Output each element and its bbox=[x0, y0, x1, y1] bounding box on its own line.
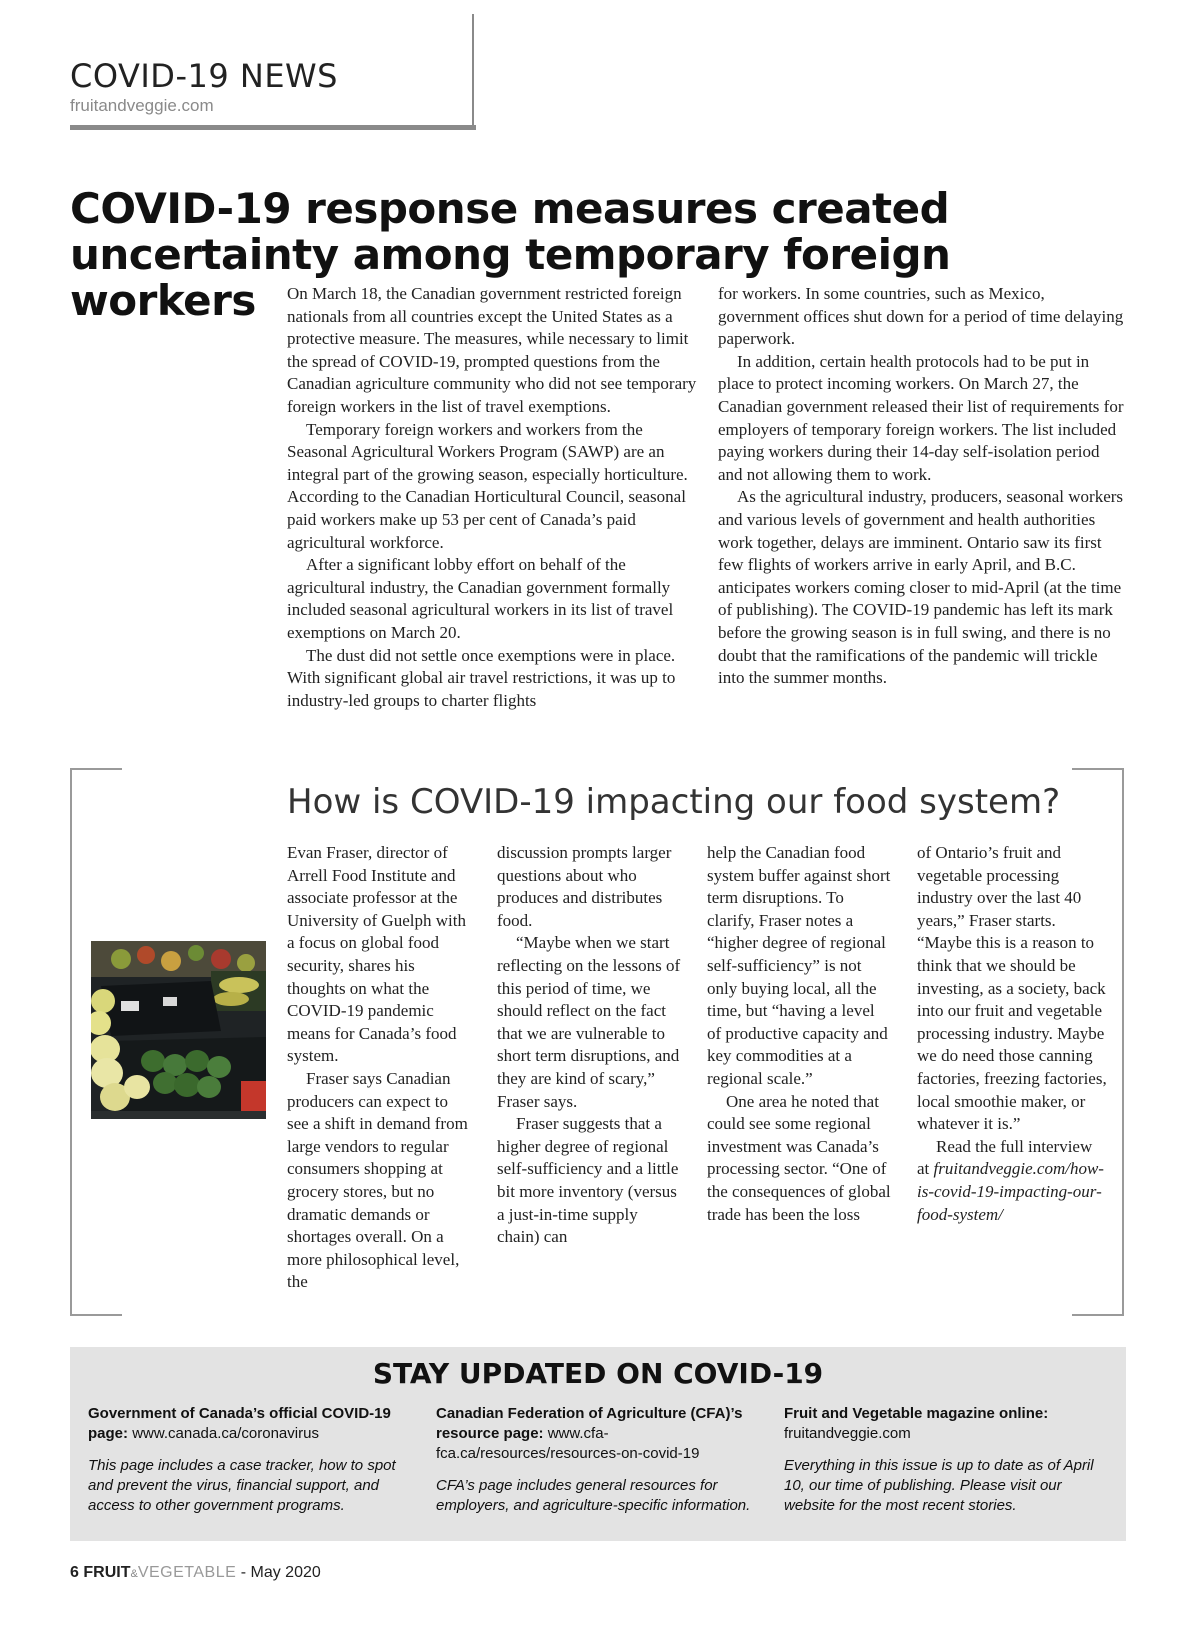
grocery-produce-photo bbox=[91, 941, 266, 1119]
frame-corner-bottom-left bbox=[70, 1314, 122, 1316]
page-footer bbox=[70, 1564, 321, 1582]
resource-url[interactable]: www.cfa-fca.ca/resources/resources-on-covid-19 bbox=[436, 1425, 700, 1462]
article-column-2 bbox=[718, 283, 1128, 690]
article-paragraph: After a significant lobby effort on behalf of the agricultural industry, the Canadian government formally included seasonal agricultural workers in its list of travel exemptions on March 20. bbox=[287, 555, 674, 642]
section-header bbox=[70, 57, 474, 130]
magazine-name-fruit: FRUIT bbox=[83, 1564, 131, 1581]
sidebar-paragraph: “Maybe when we start reflecting on the lessons of this period of time, we should reflect on the fact that we are vulnerable to short term disruptions, and they are kind of scary,” Fraser says. bbox=[497, 933, 681, 1111]
resource-label: Government of Canada’s official COVID-19 page: bbox=[88, 1405, 391, 1442]
frame-edge-right bbox=[1122, 768, 1124, 1316]
resource-cfa bbox=[436, 1404, 754, 1516]
sidebar-paragraph: Evan Fraser, director of Arrell Food Institute and associate professor at the University of Guelph with a focus on global food security, shares his thoughts on what the COVID-19 pandemic means for Canada’s food system. bbox=[287, 843, 466, 1066]
resource-label: Fruit and Vegetable magazine online: bbox=[784, 1405, 1049, 1422]
page-number: 6 bbox=[70, 1564, 79, 1581]
sidebar-column-3 bbox=[707, 842, 892, 1226]
frame-edge-left bbox=[70, 768, 72, 1316]
article-paragraph: In addition, certain health protocols had to be put in place to protect incoming workers. On March 27, the Canadian government released their list of requirements for employers of temporary foreign workers. The list included paying workers during their 14-day self-isolation period and not allowing them to work. bbox=[718, 351, 1124, 484]
article-paragraph: The dust did not settle once exemptions were in place. With significant global air travel restrictions, it was up to industry-led groups to charter flights bbox=[287, 645, 676, 710]
stay-updated-title: STAY UPDATED ON COVID-19 bbox=[372, 1357, 824, 1390]
sidebar-paragraph: Fraser suggests that a higher degree of regional self-sufficiency and a little bit more inventory (versus a just-in-time supply chain) can bbox=[497, 1114, 679, 1247]
header-rule-vertical bbox=[472, 14, 474, 130]
resource-label: Canadian Federation of Agriculture (CFA)’s resource page: bbox=[436, 1405, 743, 1442]
magazine-ampersand: & bbox=[130, 1568, 138, 1580]
stay-updated-box bbox=[70, 1347, 1126, 1541]
resource-description: This page includes a case tracker, how to spot and prevent the virus, financial support, and access to other government programs. bbox=[88, 1457, 396, 1514]
section-source: fruitandveggie.com bbox=[70, 96, 214, 115]
sidebar-paragraph: help the Canadian food system buffer against short term disruptions. To clarify, Fraser notes a “higher degree of regional self-sufficiency” is not only buying local, all the time, but “having a level of productive capacity and key commodities at a regional scale.” bbox=[707, 843, 891, 1088]
sidebar-column-2 bbox=[497, 842, 682, 1249]
resource-description: CFA’s page includes general resources for employers, and agriculture-specific information. bbox=[436, 1477, 751, 1514]
issue-date: - May 2020 bbox=[240, 1564, 321, 1581]
sidebar-title: How is COVID-19 impacting our food system? bbox=[287, 782, 1061, 822]
article-paragraph: As the agricultural industry, producers, seasonal workers and various levels of government and health authorities work together, delays are imminent. Ontario saw its first few flights of workers arrive in early April, and B.C. anticipates workers coming closer to mid-April (at the time of publishing). The COVID-19 pandemic has left its mark before the growing season is in full swing, and there is no doubt that the ramifications of the pandemic will trickle into the summer months. bbox=[718, 487, 1124, 688]
resource-url[interactable]: www.canada.ca/coronavirus bbox=[132, 1425, 319, 1442]
resource-url[interactable]: fruitandveggie.com bbox=[784, 1425, 911, 1442]
grocery-produce-illustration bbox=[91, 941, 266, 1119]
sidebar-column-4 bbox=[917, 842, 1107, 1226]
frame-corner-bottom-right bbox=[1072, 1314, 1124, 1316]
read-more-text: Read the full interview at bbox=[917, 1136, 1093, 1179]
sidebar-paragraph: discussion prompts larger questions about who produces and distributes food. bbox=[497, 843, 672, 930]
article-headline: COVID-19 response measures created uncertainty among temporary foreign workers bbox=[70, 184, 951, 325]
sidebar-paragraph: of Ontario’s fruit and vegetable processing industry over the last 40 years,” Fraser starts. “Maybe this is a reason to think that we should be investing, as a society, back into our fruit and vegetable processing industry. Maybe we do need those canning factories, freezing factories, local smoothie maker, or whatever it is.” bbox=[917, 843, 1107, 1134]
section-title: COVID-19 NEWS bbox=[70, 57, 338, 95]
article-paragraph: Temporary foreign workers and workers from the Seasonal Agricultural Workers Program (SAWP) are an integral part of the growing season, especially horticulture. According to the Canadian Horticultural Council, seasonal paid workers make up 53 per cent of Canada’s paid agricultural workforce. bbox=[287, 419, 688, 552]
read-more-paragraph bbox=[917, 1136, 1107, 1226]
header-rule-horizontal bbox=[70, 125, 476, 130]
resource-description: Everything in this issue is up to date as of April 10, our time of publishing. Please visit our website for the most recent stories. bbox=[784, 1457, 1094, 1514]
sidebar-column-1 bbox=[287, 842, 472, 1294]
article-paragraph: On March 18, the Canadian government restricted foreign nationals from all countries except the United States as a protective measure. The measures, while necessary to limit the spread of COVID-19, prompted questions from the Canadian agriculture community who did not see temporary foreign workers in the list of travel exemptions. bbox=[287, 284, 697, 416]
article-paragraph: for workers. In some countries, such as Mexico, government offices shut down for a period of time delaying paperwork. bbox=[718, 284, 1124, 349]
resource-government bbox=[88, 1404, 406, 1516]
magazine-name-vegetable: VEGETABLE bbox=[137, 1564, 237, 1581]
frame-corner-top-right bbox=[1072, 768, 1124, 770]
interview-link[interactable]: fruitandveggie.com/how-is-covid-19-impacting-our-food-system/ bbox=[917, 1159, 1104, 1224]
sidebar-paragraph: One area he noted that could see some regional investment was Canada’s processing sector. “One of the consequences of global trade has been the loss bbox=[707, 1091, 891, 1224]
resource-magazine bbox=[784, 1404, 1102, 1516]
frame-corner-top-left bbox=[70, 768, 122, 770]
article-column-1 bbox=[287, 283, 697, 712]
sidebar-paragraph: Fraser says Canadian producers can expect to see a shift in demand from large vendors to regular consumers shopping at grocery stores, but no dramatic demands or shortages overall. On a more philosophical level, the bbox=[287, 1068, 468, 1292]
